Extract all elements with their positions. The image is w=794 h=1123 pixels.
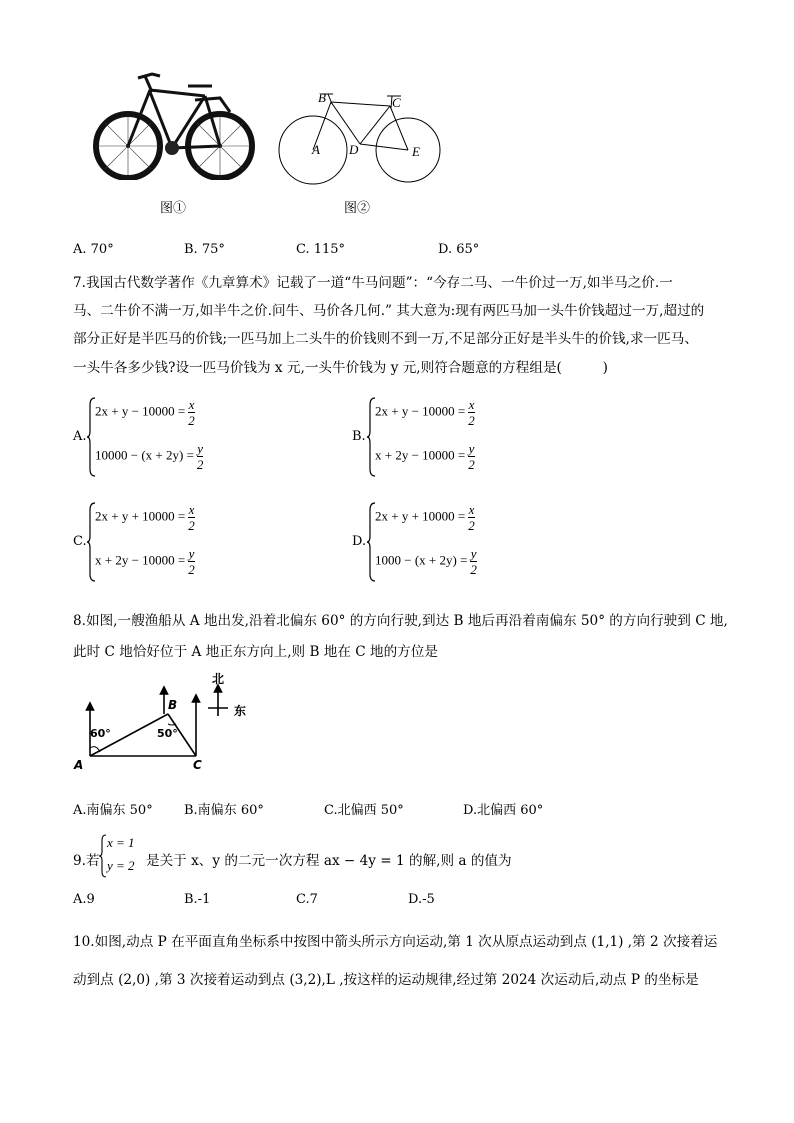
q7-line-2: 马、二牛价不满一万,如半牛之价.问牛、马价各几何.” 其大意为:现有两匹马加一头牛价钱超过一万,超过的 <box>73 303 705 319</box>
frac-den: 2 <box>188 413 195 428</box>
label-D: D <box>349 142 359 157</box>
q8-line-1: 8.如图,一艘渔船从 A 地出发,沿着北偏东 60° 的方向行驶,到达 B 地后再沿着南偏东 50° 的方向行驶到 C 地, <box>73 613 728 629</box>
frac-num: x <box>188 502 195 517</box>
q8-north-label: 北 <box>212 672 225 686</box>
frac-den: 2 <box>188 562 195 577</box>
eq2: 1000 − (x + 2y) = <box>375 552 468 568</box>
q6-option-b: B. 75° <box>184 242 225 257</box>
frac-den: 2 <box>468 457 475 472</box>
q9-prefix: 9.若 <box>73 853 100 869</box>
q8-point-A: A <box>74 758 84 772</box>
q10-line-1: 10.如图,动点 P 在平面直角坐标系中按图中箭头所示方向运动,第 1 次从原点运动到点 (1,1) ,第 2 次接着运 <box>73 934 718 950</box>
frac-den: 2 <box>188 518 195 533</box>
q9-option-c: C.7 <box>296 892 318 907</box>
q9-eq2: y = 2 <box>107 858 135 873</box>
bicycle-photo-figure <box>90 68 260 180</box>
eq1: 2x + y − 10000 = <box>95 403 186 419</box>
q9-option-d: D.-5 <box>408 892 435 907</box>
label-E: E <box>412 144 420 159</box>
q9-option-b: B.-1 <box>184 892 211 907</box>
q7-option-a-label: A. <box>73 429 87 444</box>
label-B: B <box>318 90 326 105</box>
q9-option-a: A.9 <box>73 892 95 907</box>
q8-option-c: C.北偏西 50° <box>324 803 404 818</box>
frac-num: y <box>197 441 204 456</box>
q8-option-a: A.南偏东 50° <box>73 803 153 818</box>
frac-num: y <box>470 546 477 561</box>
label-C: C <box>392 95 401 110</box>
q9-eq1: x = 1 <box>107 835 135 850</box>
brace-icon <box>98 834 107 878</box>
q8-line-2: 此时 C 地恰好位于 A 地正东方向上,则 B 地在 C 地的方位是 <box>73 644 438 660</box>
q10-line-2: 动到点 (2,0) ,第 3 次接着运动到点 (3,2),L ,按这样的运动规律,经过第 2024 次运动后,动点 P 的坐标是 <box>73 972 699 988</box>
figure2-caption: 图② <box>344 201 371 216</box>
frac-den: 2 <box>468 518 475 533</box>
q8-direction-figure <box>72 668 272 778</box>
q8-angle-60: 60° <box>90 727 111 740</box>
bicycle-diagram-figure <box>275 82 445 187</box>
q8-angle-50: 50° <box>157 727 178 740</box>
frac-den: 2 <box>468 413 475 428</box>
eq2: x + 2y − 10000 = <box>375 447 466 463</box>
frac-num: x <box>468 397 475 412</box>
q6-option-a: A. 70° <box>73 242 114 257</box>
q8-point-B: B <box>168 698 178 712</box>
eq2: 10000 − (x + 2y) = <box>95 447 194 463</box>
eq2: x + 2y − 10000 = <box>95 552 186 568</box>
q8-option-b: B.南偏东 60° <box>184 803 264 818</box>
eq1: 2x + y + 10000 = <box>95 508 186 524</box>
frac-num: x <box>468 502 475 517</box>
q7-line-3: 部分正好是半匹马的价钱;一匹马加上二头牛的价钱则不到一万,不足部分正好是半头牛的价钱,求一匹马、 <box>73 331 698 347</box>
figure1-caption: 图① <box>160 201 187 216</box>
q7-line-4: 一头牛各多少钱?设一匹马价钱为 x 元,一头牛价钱为 y 元,则符合题意的方程组是( ) <box>73 360 608 376</box>
q6-option-d: D. 65° <box>438 242 480 257</box>
frac-num: y <box>188 546 195 561</box>
eq1: 2x + y + 10000 = <box>375 508 466 524</box>
q8-option-d: D.北偏西 60° <box>463 803 544 818</box>
frac-num: x <box>188 397 195 412</box>
q7-option-d-label: D. <box>352 534 367 549</box>
q8-east-label: 东 <box>234 704 247 718</box>
q9-suffix: 是关于 x、y 的二元一次方程 ax − 4y = 1 的解,则 a 的值为 <box>146 853 512 869</box>
frac-den: 2 <box>470 562 477 577</box>
q6-option-c: C. 115° <box>296 242 346 257</box>
q8-point-C: C <box>193 758 202 772</box>
q7-option-c-label: C. <box>73 534 87 549</box>
eq1: 2x + y − 10000 = <box>375 403 466 419</box>
frac-num: y <box>468 441 475 456</box>
label-A: A <box>312 142 320 157</box>
q7-option-b-label: B. <box>352 429 366 444</box>
frac-den: 2 <box>196 457 204 472</box>
q7-line-1: 7.我国古代数学著作《九章算术》记载了一道“牛马问题”：“今存二马、一牛价过一万,如半马之价.一 <box>73 275 673 291</box>
